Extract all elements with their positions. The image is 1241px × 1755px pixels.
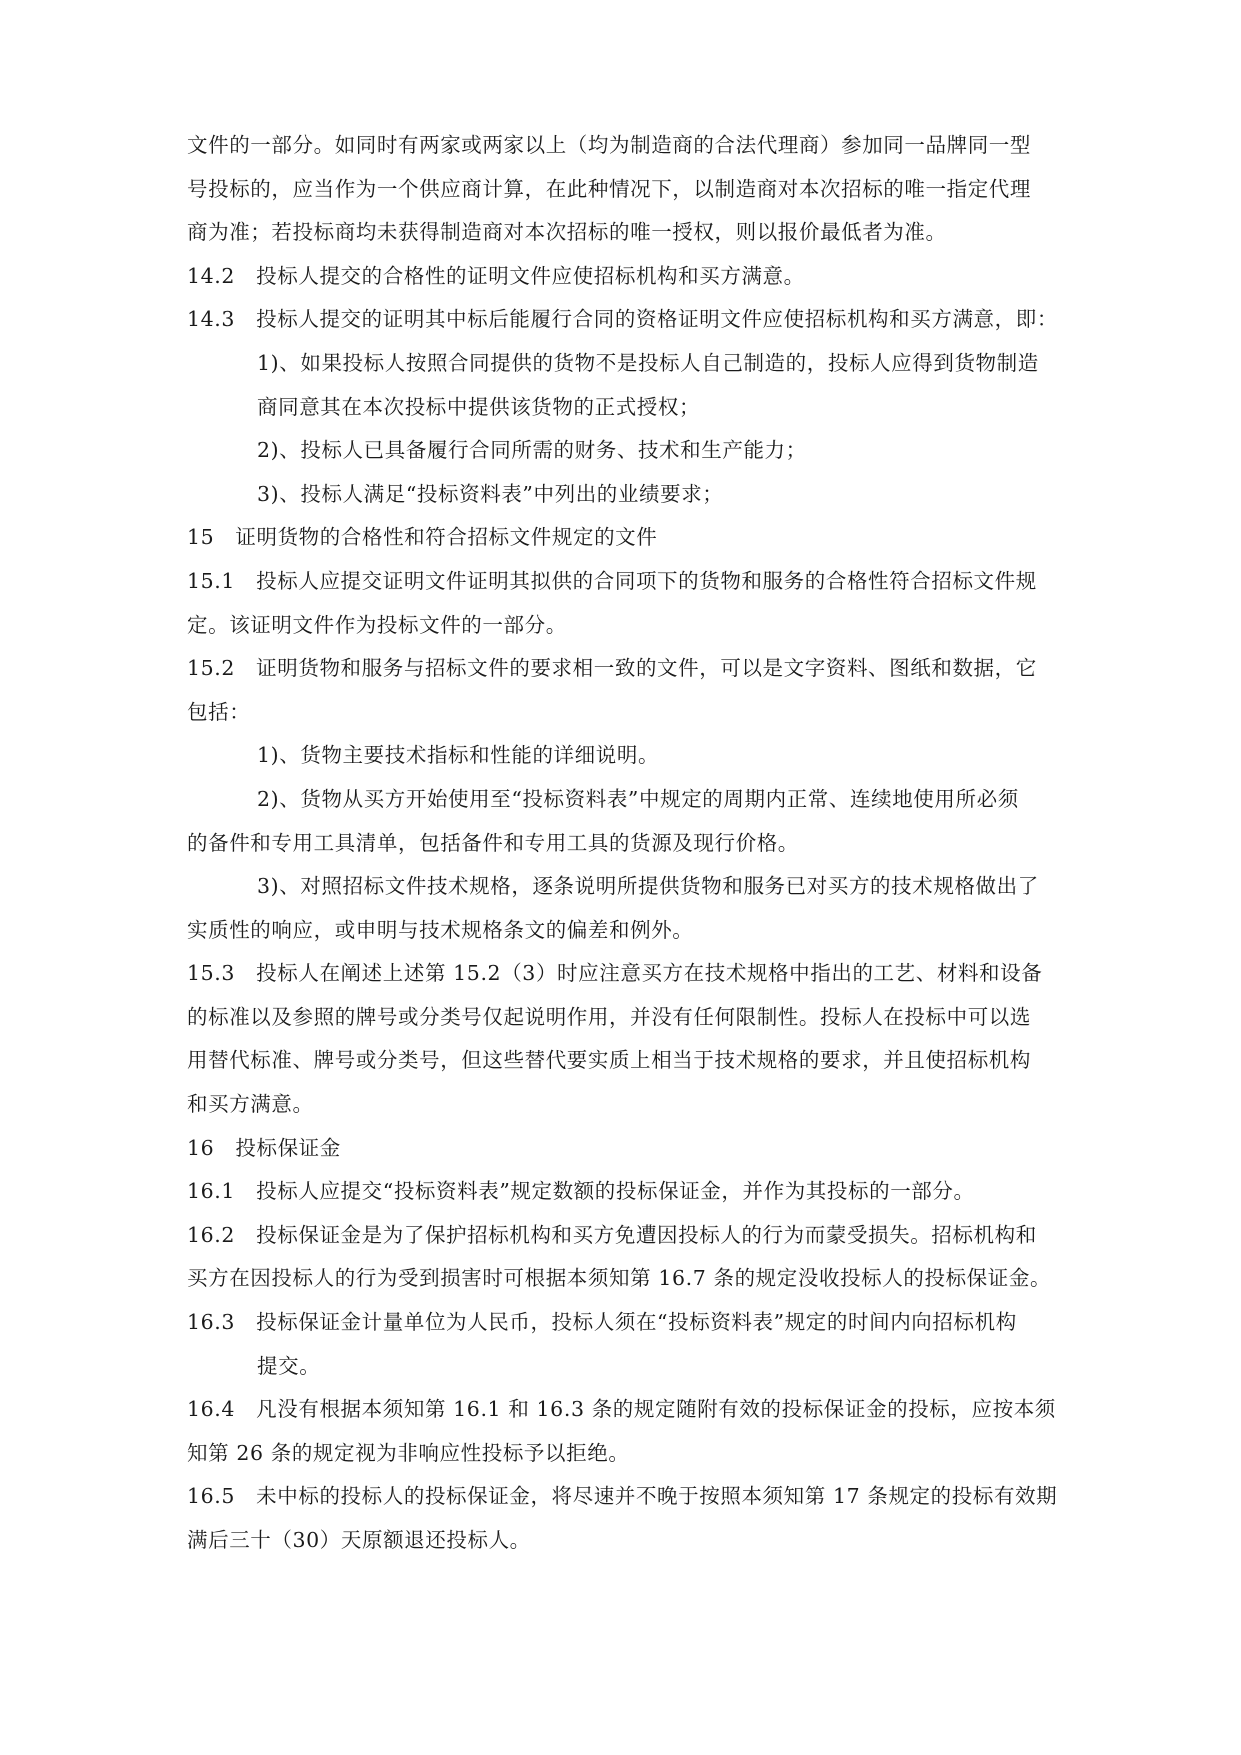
section-16-heading: 16 投标保证金 (187, 1135, 341, 1160)
clause-15-2-item-3: 3)、对照招标文件技术规格，逐条说明所提供货物和服务已对买方的技术规格做出了 (257, 874, 1039, 899)
clause-15-3-cont-1: 的标准以及参照的牌号或分类号仅起说明作用，并没有任何限制性。投标人在投标中可以选 (187, 1004, 1031, 1029)
clause-14-2: 14.2 投标人提交的合格性的证明文件应使招标机构和买方满意。 (187, 263, 805, 288)
clause-16-2-cont: 买方在因投标人的行为受到损害时可根据本须知第 16.7 条的规定没收投标人的投标保证金。 (187, 1266, 1052, 1291)
paragraph-line: 商为准；若投标商均未获得制造商对本次招标的唯一授权，则以报价最低者为准。 (187, 220, 947, 245)
clause-16-3: 16.3 投标保证金计量单位为人民币，投标人须在“投标资料表”规定的时间内向招标机构 (187, 1310, 1017, 1335)
document-body (187, 124, 1107, 1563)
clause-14-3-item-2: 2)、投标人已具备履行合同所需的财务、技术和生产能力； (257, 438, 807, 463)
clause-16-5: 16.5 未中标的投标人的投标保证金，将尽速并不晚于按照本须知第 17 条规定的投标有效期 (187, 1484, 1058, 1509)
clause-16-5-cont: 满后三十（30）天原额退还投标人。 (187, 1528, 531, 1552)
clause-14-3: 14.3 投标人提交的证明其中标后能履行合同的资格证明文件应使招标机构和买方满意，即： (187, 307, 1058, 332)
clause-14-3-item-1: 1)、如果投标人按照合同提供的货物不是投标人自己制造的，投标人应得到货物制造 (257, 350, 1039, 375)
clause-16-2: 16.2 投标保证金是为了保护招标机构和买方免遭因投标人的行为而蒙受损失。招标机构和 (187, 1222, 1037, 1247)
clause-15-3-cont-2: 用替代标准、牌号或分类号，但这些替代要实质上相当于技术规格的要求，并且使招标机构 (187, 1048, 1031, 1073)
clause-16-4: 16.4 凡没有根据本须知第 16.1 和 16.3 条的规定随附有效的投标保证金的投标，应按本须 (187, 1397, 1056, 1422)
clause-15-2-item-3-cont: 实质性的响应，或申明与技术规格条文的偏差和例外。 (187, 917, 694, 942)
clause-14-3-item-3: 3)、投标人满足“投标资料表”中列出的业绩要求； (257, 481, 724, 506)
clause-15-2: 15.2 证明货物和服务与招标文件的要求相一致的文件，可以是文字资料、图纸和数据，它 (187, 656, 1037, 681)
clause-15-2-cont: 包括： (187, 699, 251, 724)
clause-16-3-cont: 提交。 (257, 1353, 321, 1378)
clause-15-2-item-2-cont: 的备件和专用工具清单，包括备件和专用工具的货源及现行价格。 (187, 830, 799, 855)
paragraph-line: 文件的一部分。如同时有两家或两家以上（均为制造商的合法代理商）参加同一品牌同一型 (187, 133, 1031, 157)
clause-15-2-item-1: 1)、货物主要技术指标和性能的详细说明。 (257, 743, 660, 768)
clause-15-1-cont: 定。该证明文件作为投标文件的一部分。 (187, 612, 567, 637)
clause-15-2-item-2: 2)、货物从买方开始使用至“投标资料表”中规定的周期内正常、连续地使用所必须 (257, 786, 1019, 811)
clause-15-3: 15.3 投标人在阐述上述第 15.2（3）时应注意买方在技术规格中指出的工艺、材料和设备 (187, 961, 1043, 986)
clause-16-1: 16.1 投标人应提交“投标资料表”规定数额的投标保证金，并作为其投标的一部分。 (187, 1179, 975, 1204)
clause-14-3-item-1-cont: 商同意其在本次投标中提供该货物的正式授权； (257, 394, 701, 419)
paragraph-line: 号投标的，应当作为一个供应商计算，在此种情况下，以制造商对本次招标的唯一指定代理 (187, 176, 1031, 201)
section-15-heading: 15 证明货物的合格性和符合招标文件规定的文件 (187, 525, 658, 550)
clause-16-4-cont: 知第 26 条的规定视为非响应性投标予以拒绝。 (187, 1440, 630, 1465)
clause-15-1: 15.1 投标人应提交证明文件证明其拟供的合同项下的货物和服务的合格性符合招标文件规 (187, 568, 1037, 593)
clause-15-3-cont-3: 和买方满意。 (187, 1092, 314, 1117)
